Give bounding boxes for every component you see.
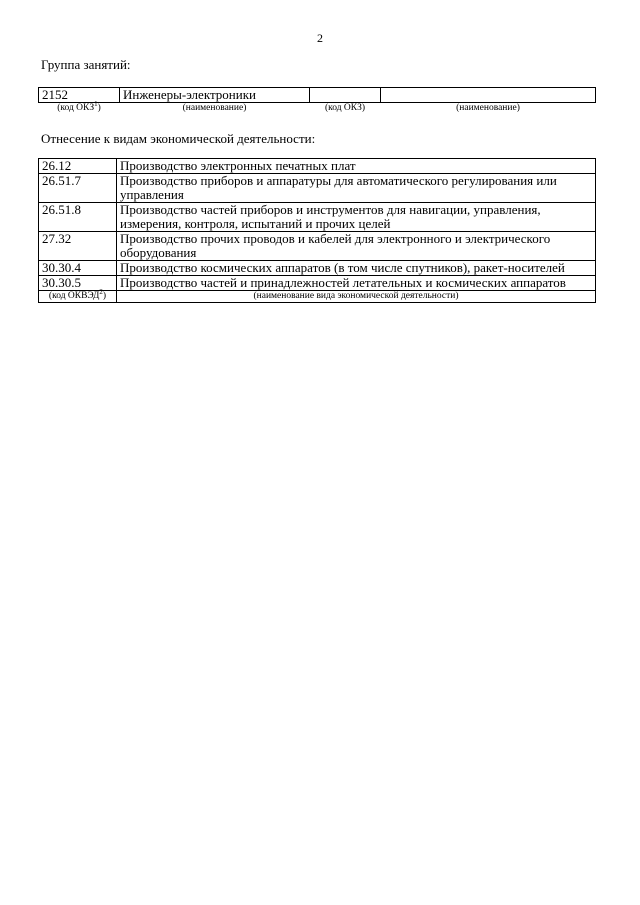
economic-activity-row bbox=[39, 232, 596, 261]
occupation-group-heading: Группа занятий: bbox=[41, 57, 131, 72]
okz-code-cell-2 bbox=[310, 88, 381, 103]
occupation-group-caption-row bbox=[39, 103, 596, 115]
okved-code-cell: 26.51.7 bbox=[39, 174, 117, 203]
economic-activity-caption-row bbox=[39, 291, 596, 303]
occupation-name-caption: (наименование) bbox=[182, 103, 247, 113]
activity-name-cell: Производство электронных печатных плат bbox=[117, 159, 596, 174]
okved-code-cell: 30.30.5 bbox=[39, 276, 117, 291]
activity-name-cell: Производство частей и принадлежностей летательных и космических аппаратов bbox=[117, 276, 596, 291]
okved-code-caption-text: (код ОКВЭД bbox=[48, 291, 100, 301]
okz-code-caption-text: (код ОКЗ bbox=[57, 103, 95, 113]
okved-code-caption bbox=[39, 287, 117, 303]
occupation-group-row bbox=[39, 88, 596, 103]
economic-activity-row bbox=[39, 203, 596, 232]
okz-code-caption bbox=[39, 99, 120, 115]
footnote-1-marker: 1 bbox=[94, 99, 98, 108]
okved-code-cell: 26.12 bbox=[39, 159, 117, 174]
okz-code-caption-2: (код ОКЗ) bbox=[324, 103, 366, 113]
economic-activity-table bbox=[38, 158, 596, 303]
okved-code-cell: 27.32 bbox=[39, 232, 117, 261]
activity-name-cell: Производство частей приборов и инструментов для навигации, управления, измерения, контроля, испытаний и прочих целей bbox=[117, 203, 596, 232]
okz-code-cell: 2152 bbox=[39, 88, 120, 103]
economic-activity-row bbox=[39, 174, 596, 203]
okved-code-caption-close: ) bbox=[102, 291, 107, 301]
activity-name-cell: Производство прочих проводов и кабелей для электронного и электрического оборудования bbox=[117, 232, 596, 261]
occupation-name-cell-2 bbox=[381, 88, 596, 103]
activity-name-cell: Производство приборов и аппаратуры для автоматического регулирования или управления bbox=[117, 174, 596, 203]
okz-code-caption-close: ) bbox=[97, 103, 101, 113]
occupation-name-cell: Инженеры-электроники bbox=[120, 88, 310, 103]
occupation-group-table bbox=[38, 87, 596, 114]
okved-code-cell: 30.30.4 bbox=[39, 261, 117, 276]
economic-activity-heading: Отнесение к видам экономической деятельности: bbox=[41, 131, 316, 146]
page-number: 2 bbox=[317, 31, 323, 45]
occupation-name-caption-2: (наименование) bbox=[456, 103, 520, 113]
activity-name-cell: Производство космических аппаратов (в том числе спутников), ракет-носителей bbox=[117, 261, 596, 276]
economic-activity-row bbox=[39, 159, 596, 174]
activity-name-caption: (наименование вида экономической деятельности) bbox=[117, 291, 596, 303]
okved-code-cell: 26.51.8 bbox=[39, 203, 117, 232]
footnote-2-marker: 2 bbox=[99, 287, 103, 296]
economic-activity-row bbox=[39, 276, 596, 291]
economic-activity-row bbox=[39, 261, 596, 276]
